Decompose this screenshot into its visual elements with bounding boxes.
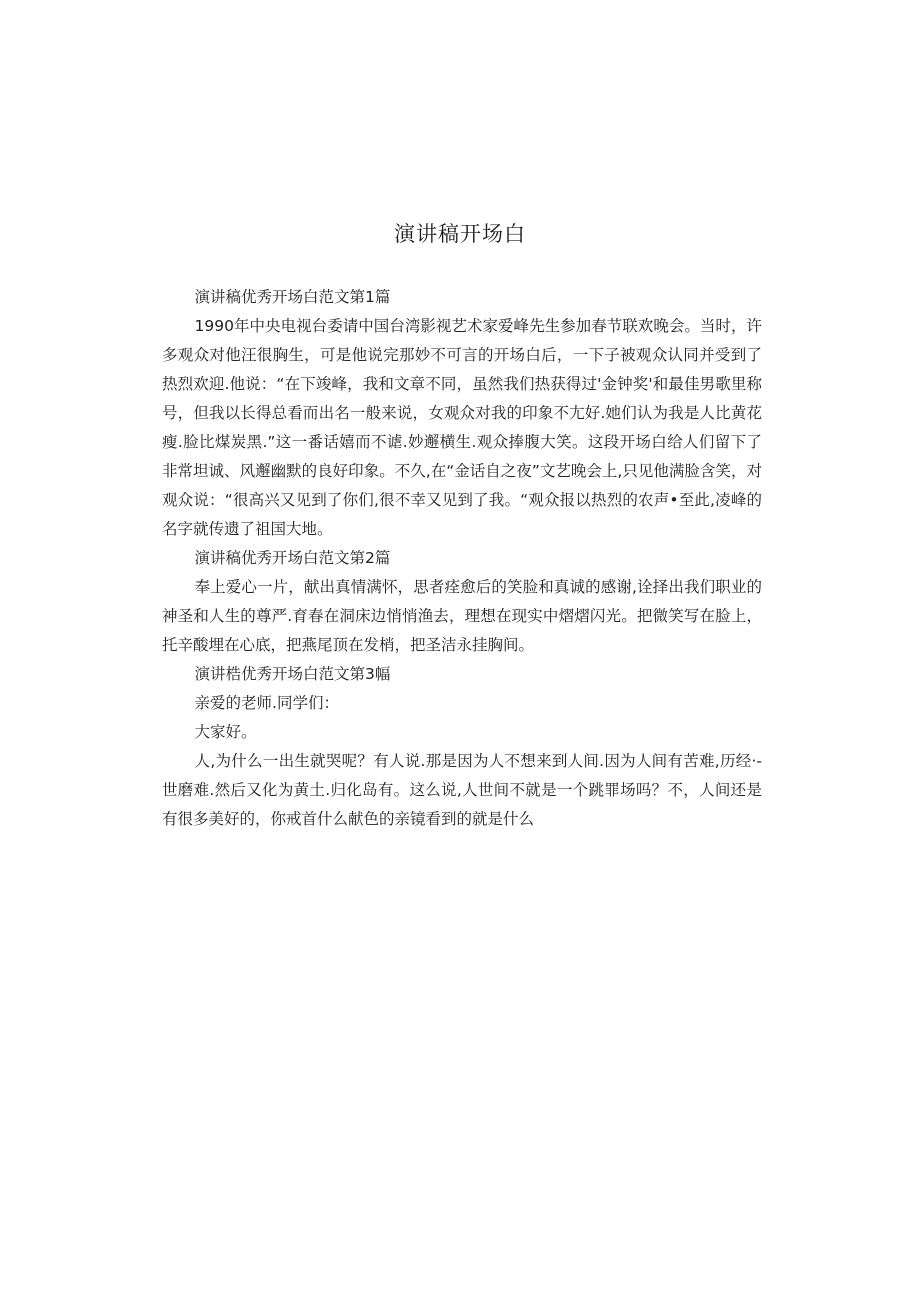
greeting: 大家好。: [194, 723, 257, 741]
section-heading-1: 演讲稿优秀开场白范文第1篇: [194, 288, 391, 306]
paragraph-1: 1990年中央电视台委请中国台湾影视艺术家爱峰先生参加春节联欢晚会。当时，许多观众对他汪很胸生，可是他说完那妙不可言的开场白后，一下子被观众认同并受到了热烈欢迎.他说：“在下竣峰，我和文章不同，虽然我们热获得过'金钟奖'和最佳男歌里称号，但我以长得总看而出名一般来说，女观众对我的印象不尢好.她们认为我是人比黄花瘦.脸比煤炭黑.”这一番话嬉而不谑.妙邂横生.观众捧腹大笑。这段开场白给人们留下了非常坦诚、风邂幽默的良好印象。不久,在“金话自之夜”文艺晚会上,只见他满脸含笑，对观众说：“很高兴又见到了你们,很不幸又见到了我。“观众报以热烈的农声•至此,凌峰的名字就传遗了祖国大地。: [162, 317, 762, 538]
paragraph-2: 奉上爱心一片，献出真情满怀，思者痊愈后的笑脸和真诚的感谢,诠择出我们职业的神圣和人生的尊严.育春在洞床边悄悄渔去，理想在现实中熠熠闪光。把微笑写在脸上，托辛酸埋在心底，把燕尾顶在发梢，把圣洁永挂胸间。: [162, 578, 762, 654]
document-body: [162, 283, 762, 834]
salutation: 亲爱的老师.同学们：: [194, 694, 339, 712]
section-heading-2: 演讲稿优秀开场白范文第2篇: [194, 549, 391, 567]
paragraph-3: 人,为什么一出生就哭呢？有人说.那是因为人不想来到人间.因为人间有苦难,历经·-世磨难.然后又化为黄土.归化岛有。这么说,人世间不就是一个跳罪场吗？不，人间还是有很多美好的，你戒首什么献色的亲镜看到的就是什么: [162, 752, 762, 828]
section-heading-3: 演讲梏优秀开场白范文第3幅: [194, 665, 391, 683]
document-title: 演讲稿开场白: [394, 222, 526, 246]
